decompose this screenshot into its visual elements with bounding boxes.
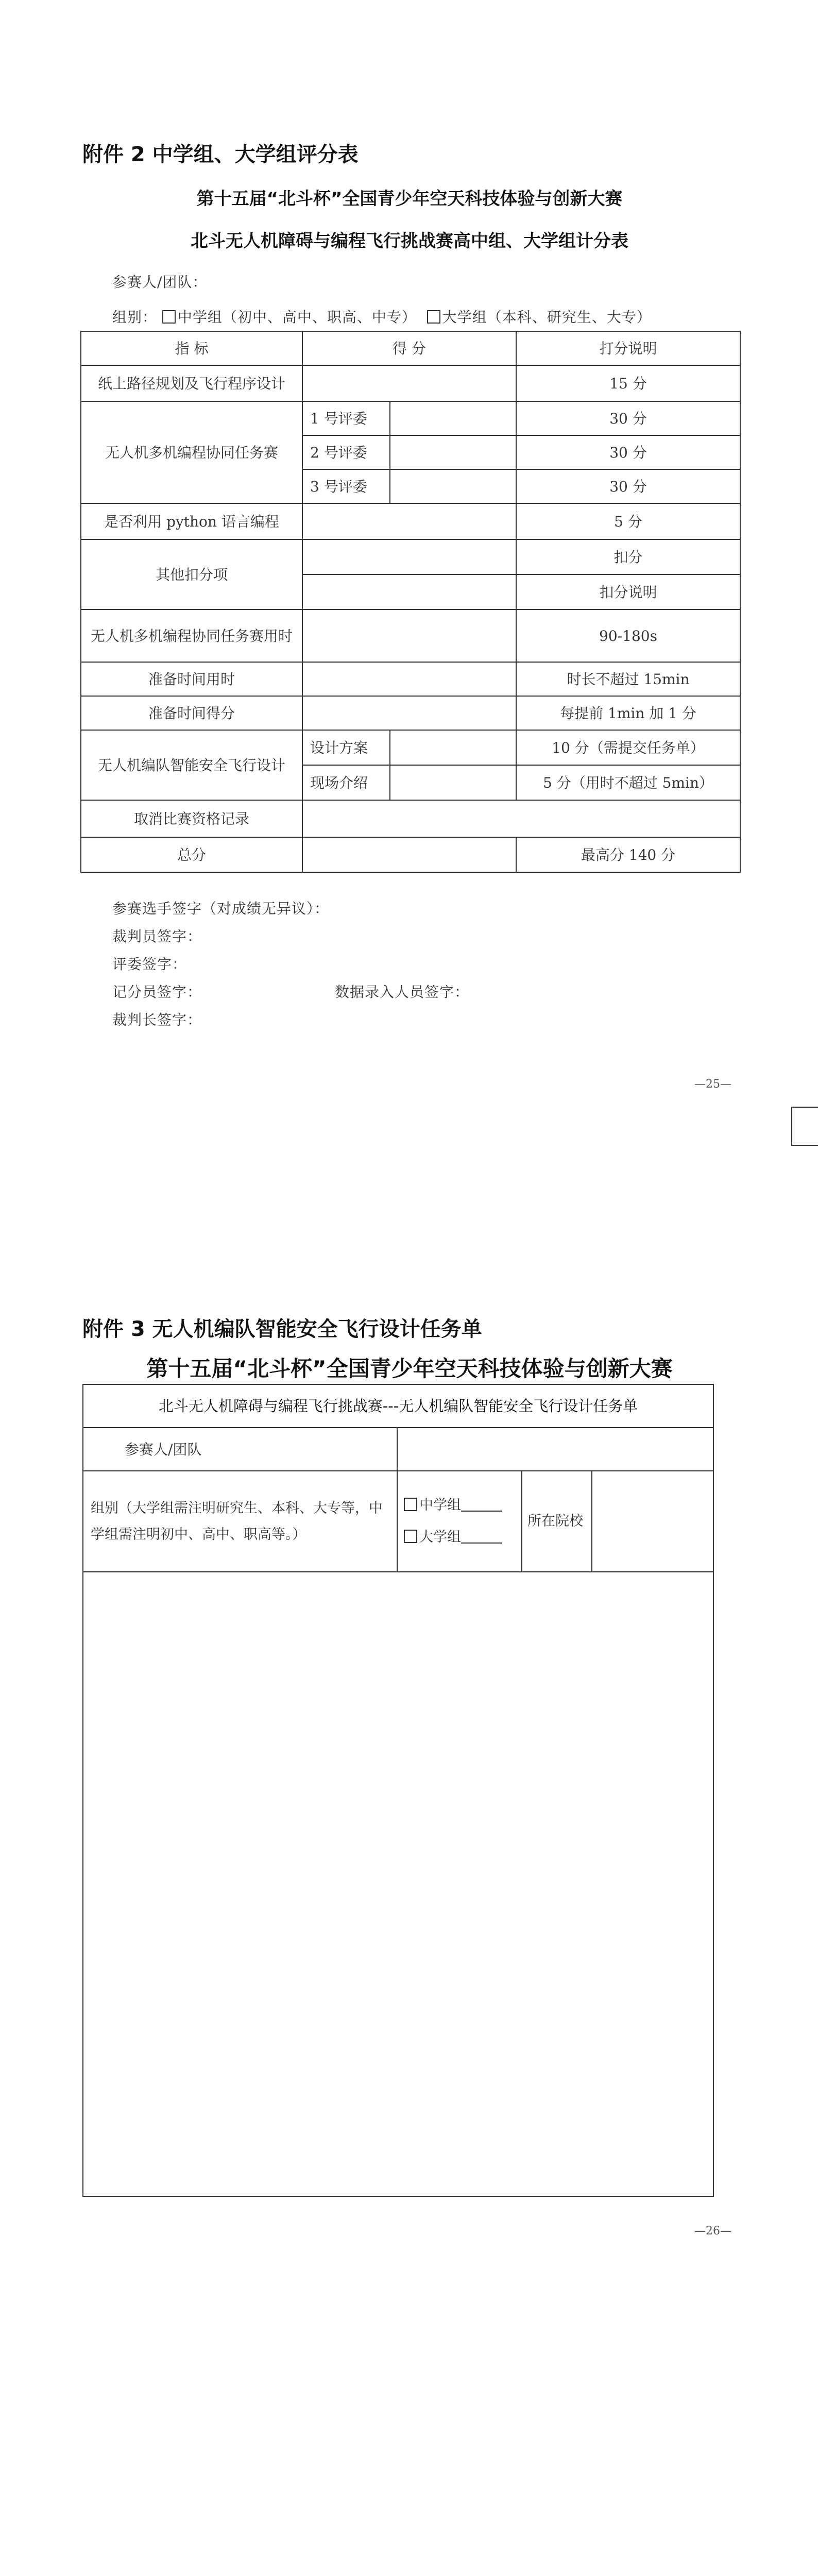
- score-table: [80, 331, 741, 873]
- row-note: 5 分（用时不超过 5min）: [516, 765, 740, 800]
- participant-label: 参赛人/团队：: [112, 274, 208, 291]
- annex2-title2: 北斗无人机障碍与编程飞行挑战赛高中组、大学组计分表: [191, 231, 628, 251]
- checkbox-middle-school[interactable]: [162, 310, 176, 324]
- row-note: 30 分: [516, 401, 740, 435]
- task-title-row: [83, 1384, 713, 1428]
- score-cell[interactable]: [302, 837, 516, 872]
- sig-participant: 参赛选手签字（对成绩无异议）：: [112, 900, 330, 917]
- row-label: 纸上路径规划及飞行程序设计: [81, 365, 302, 401]
- group-label: 组别：: [112, 309, 158, 326]
- group-option-middle: 中学组（初中、高中、职高、中专）: [177, 309, 417, 326]
- row-note: 最高分 140 分: [516, 837, 740, 872]
- row-label: 准备时间用时: [81, 662, 302, 696]
- row-label: 其他扣分项: [81, 539, 302, 609]
- task-group-row: [83, 1471, 713, 1572]
- row-label: 无人机多机编程协同任务赛用时: [81, 609, 302, 662]
- score-cell[interactable]: [390, 730, 516, 765]
- score-cell[interactable]: [302, 365, 516, 401]
- table-row: [81, 401, 740, 435]
- row-label: 无人机多机编程协同任务赛: [81, 401, 302, 503]
- sig-data-entry: 数据录入人员签字：: [335, 984, 470, 1001]
- page-number: —26—: [694, 2225, 731, 2238]
- task-design-area[interactable]: [83, 1572, 713, 2196]
- page-number: —25—: [694, 1078, 731, 1091]
- table-header-row: [81, 331, 740, 365]
- task-participant-label: 参赛人/团队: [83, 1428, 397, 1471]
- score-cell[interactable]: [302, 539, 516, 574]
- task-design-area-row: [83, 1572, 713, 2196]
- row-label: 准备时间得分: [81, 696, 302, 730]
- table-row: [81, 609, 740, 662]
- judge-label: 1 号评委: [302, 401, 390, 435]
- score-cell[interactable]: [302, 574, 516, 609]
- judge-label: 3 号评委: [302, 469, 390, 503]
- table-row: [81, 662, 740, 696]
- group-option-university: 大学组（本科、研究生、大专）: [442, 309, 652, 326]
- score-cell[interactable]: [390, 765, 516, 800]
- row-note: 5 分: [516, 503, 740, 539]
- checkbox-middle-school[interactable]: [404, 1498, 417, 1511]
- task-table-title: 北斗无人机障碍与编程飞行挑战赛---无人机编队智能安全飞行设计任务单: [83, 1384, 713, 1428]
- score-cell[interactable]: [302, 503, 516, 539]
- score-cell[interactable]: [302, 609, 516, 662]
- sig-referee: 裁判员签字：: [112, 928, 202, 945]
- sig-scorer: 记分员签字：: [112, 984, 202, 1001]
- group-line: [112, 306, 652, 327]
- row-note: 15 分: [516, 365, 740, 401]
- sub-label: 设计方案: [302, 730, 390, 765]
- task-school-input[interactable]: [592, 1471, 713, 1572]
- row-note: 时长不超过 15min: [516, 662, 740, 696]
- score-cell[interactable]: [390, 435, 516, 469]
- task-participant-input[interactable]: [397, 1428, 713, 1471]
- row-note: 扣分说明: [516, 574, 740, 609]
- row-note: 10 分（需提交任务单）: [516, 730, 740, 765]
- annex2-title1: 第十五届“北斗杯”全国青少年空天科技体验与创新大赛: [196, 189, 623, 209]
- checkbox-university[interactable]: [427, 310, 440, 324]
- row-label: 是否利用 python 语言编程: [81, 503, 302, 539]
- task-participant-row: [83, 1428, 713, 1471]
- score-cell[interactable]: [390, 401, 516, 435]
- table-row: [81, 539, 740, 574]
- row-label: 总分: [81, 837, 302, 872]
- annex3-title: 第十五届“北斗杯”全国青少年空天科技体验与创新大赛: [146, 1356, 673, 1381]
- sub-label: 现场介绍: [302, 765, 390, 800]
- row-note: 30 分: [516, 435, 740, 469]
- task-sheet-table: [82, 1384, 714, 2197]
- blank-line[interactable]: [461, 1498, 502, 1512]
- task-school-label: 所在院校: [522, 1471, 592, 1572]
- score-cell[interactable]: [302, 662, 516, 696]
- cancel-record-cell[interactable]: [302, 800, 740, 837]
- sig-judge: 评委签字：: [112, 956, 188, 973]
- score-cell[interactable]: [390, 469, 516, 503]
- table-row: [81, 800, 740, 837]
- task-option-middle[interactable]: 中学组: [404, 1489, 518, 1521]
- checkbox-university[interactable]: [404, 1530, 417, 1543]
- task-option-university[interactable]: 大学组: [404, 1521, 518, 1553]
- judge-label: 2 号评委: [302, 435, 390, 469]
- sig-chief-referee: 裁判长签字：: [112, 1011, 202, 1028]
- blank-line[interactable]: [461, 1530, 502, 1544]
- header-indicator: 指 标: [81, 331, 302, 365]
- annex2-heading: 附件 2 中学组、大学组评分表: [82, 143, 359, 166]
- side-tab-marker: [791, 1107, 818, 1146]
- row-note: 每提前 1min 加 1 分: [516, 696, 740, 730]
- header-score: 得 分: [302, 331, 516, 365]
- header-note: 打分说明: [516, 331, 740, 365]
- annex3-heading: 附件 3 无人机编队智能安全飞行设计任务单: [82, 1317, 482, 1341]
- table-row: [81, 365, 740, 401]
- table-row: [81, 503, 740, 539]
- row-label: 无人机编队智能安全飞行设计: [81, 730, 302, 800]
- table-row: [81, 730, 740, 765]
- row-note: 30 分: [516, 469, 740, 503]
- row-note: 90-180s: [516, 609, 740, 662]
- task-group-label: 组别（大学组需注明研究生、本科、大专等，中学组需注明初中、高中、职高等。）: [83, 1471, 397, 1572]
- task-group-options: [397, 1471, 522, 1572]
- table-row: [81, 696, 740, 730]
- row-label: 取消比赛资格记录: [81, 800, 302, 837]
- score-cell[interactable]: [302, 696, 516, 730]
- table-row: [81, 837, 740, 872]
- row-note: 扣分: [516, 539, 740, 574]
